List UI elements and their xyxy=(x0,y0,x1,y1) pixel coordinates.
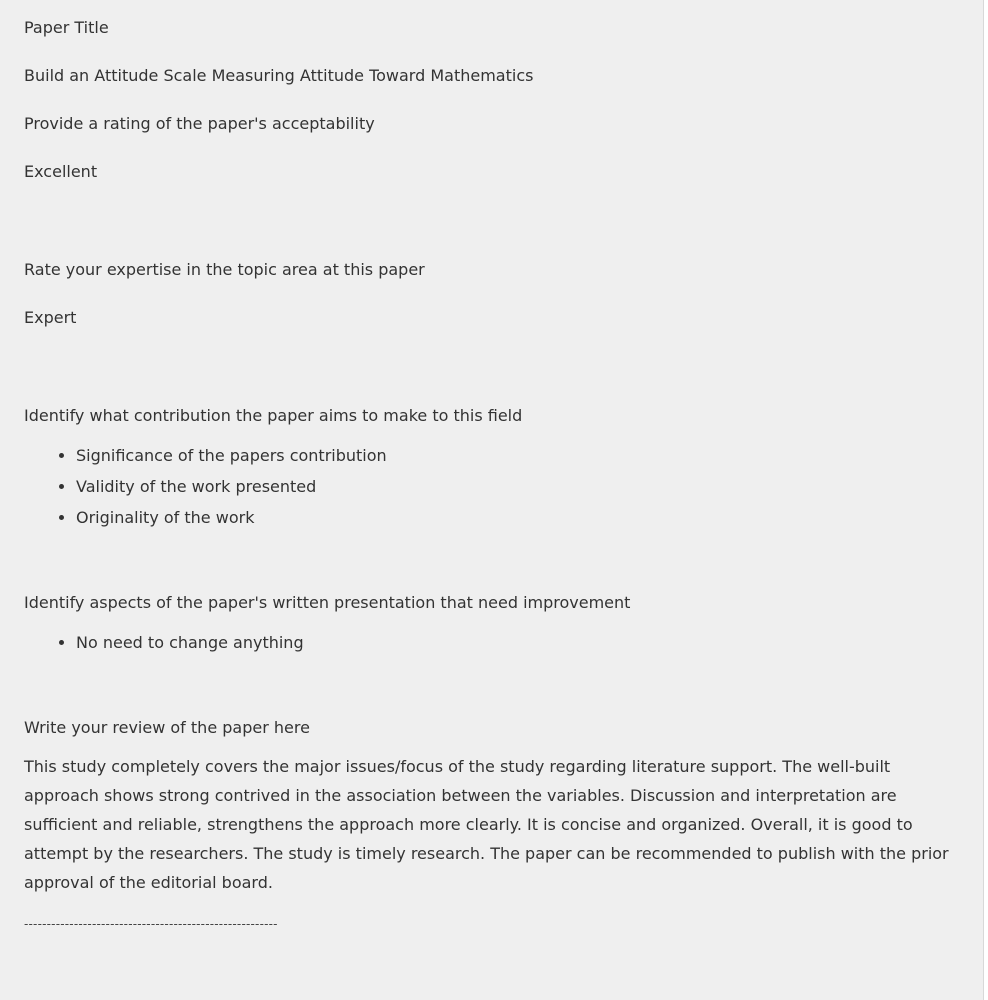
separator-line: -------------------------------------------------------- xyxy=(24,917,278,931)
list-item: • Significance of the papers contribution xyxy=(76,440,959,471)
list-item: • Validity of the work presented xyxy=(76,471,959,502)
list-item: • Originality of the work xyxy=(76,502,959,533)
spacer xyxy=(24,40,959,64)
spacer xyxy=(24,136,959,160)
review-label: Write your review of the paper here xyxy=(24,718,310,737)
spacer xyxy=(24,533,959,591)
presentation-list xyxy=(24,627,959,658)
contribution-label: Identify what contribution the paper aims to make to this field xyxy=(24,406,523,425)
spacer xyxy=(24,330,959,404)
spacer xyxy=(24,184,959,258)
acceptability-label: Provide a rating of the paper's acceptability xyxy=(24,114,375,133)
paper-title-label: Paper Title xyxy=(24,18,109,37)
expertise-value: Expert xyxy=(24,308,77,327)
spacer xyxy=(24,282,959,306)
list-item: • No need to change anything xyxy=(76,627,959,658)
expertise-label: Rate your expertise in the topic area at this paper xyxy=(24,260,425,279)
spacer xyxy=(24,658,959,716)
presentation-label: Identify aspects of the paper's written presentation that need improvement xyxy=(24,593,631,612)
review-text: This study completely covers the major issues/focus of the study regarding literature support. The well-built approach shows strong contrived in the association between the variables. Discussion and interpretation are sufficient and reliable, strengthens the approach more clearly. It is concise and organized. Overall, it is good to attempt by the researchers. The study is timely research. The paper can be recommended to publish with the prior approval of the editorial board. xyxy=(24,757,949,892)
paper-title-value: Build an Attitude Scale Measuring Attitude Toward Mathematics xyxy=(24,66,534,85)
acceptability-value: Excellent xyxy=(24,162,98,181)
contribution-list xyxy=(24,440,959,533)
spacer xyxy=(24,88,959,112)
